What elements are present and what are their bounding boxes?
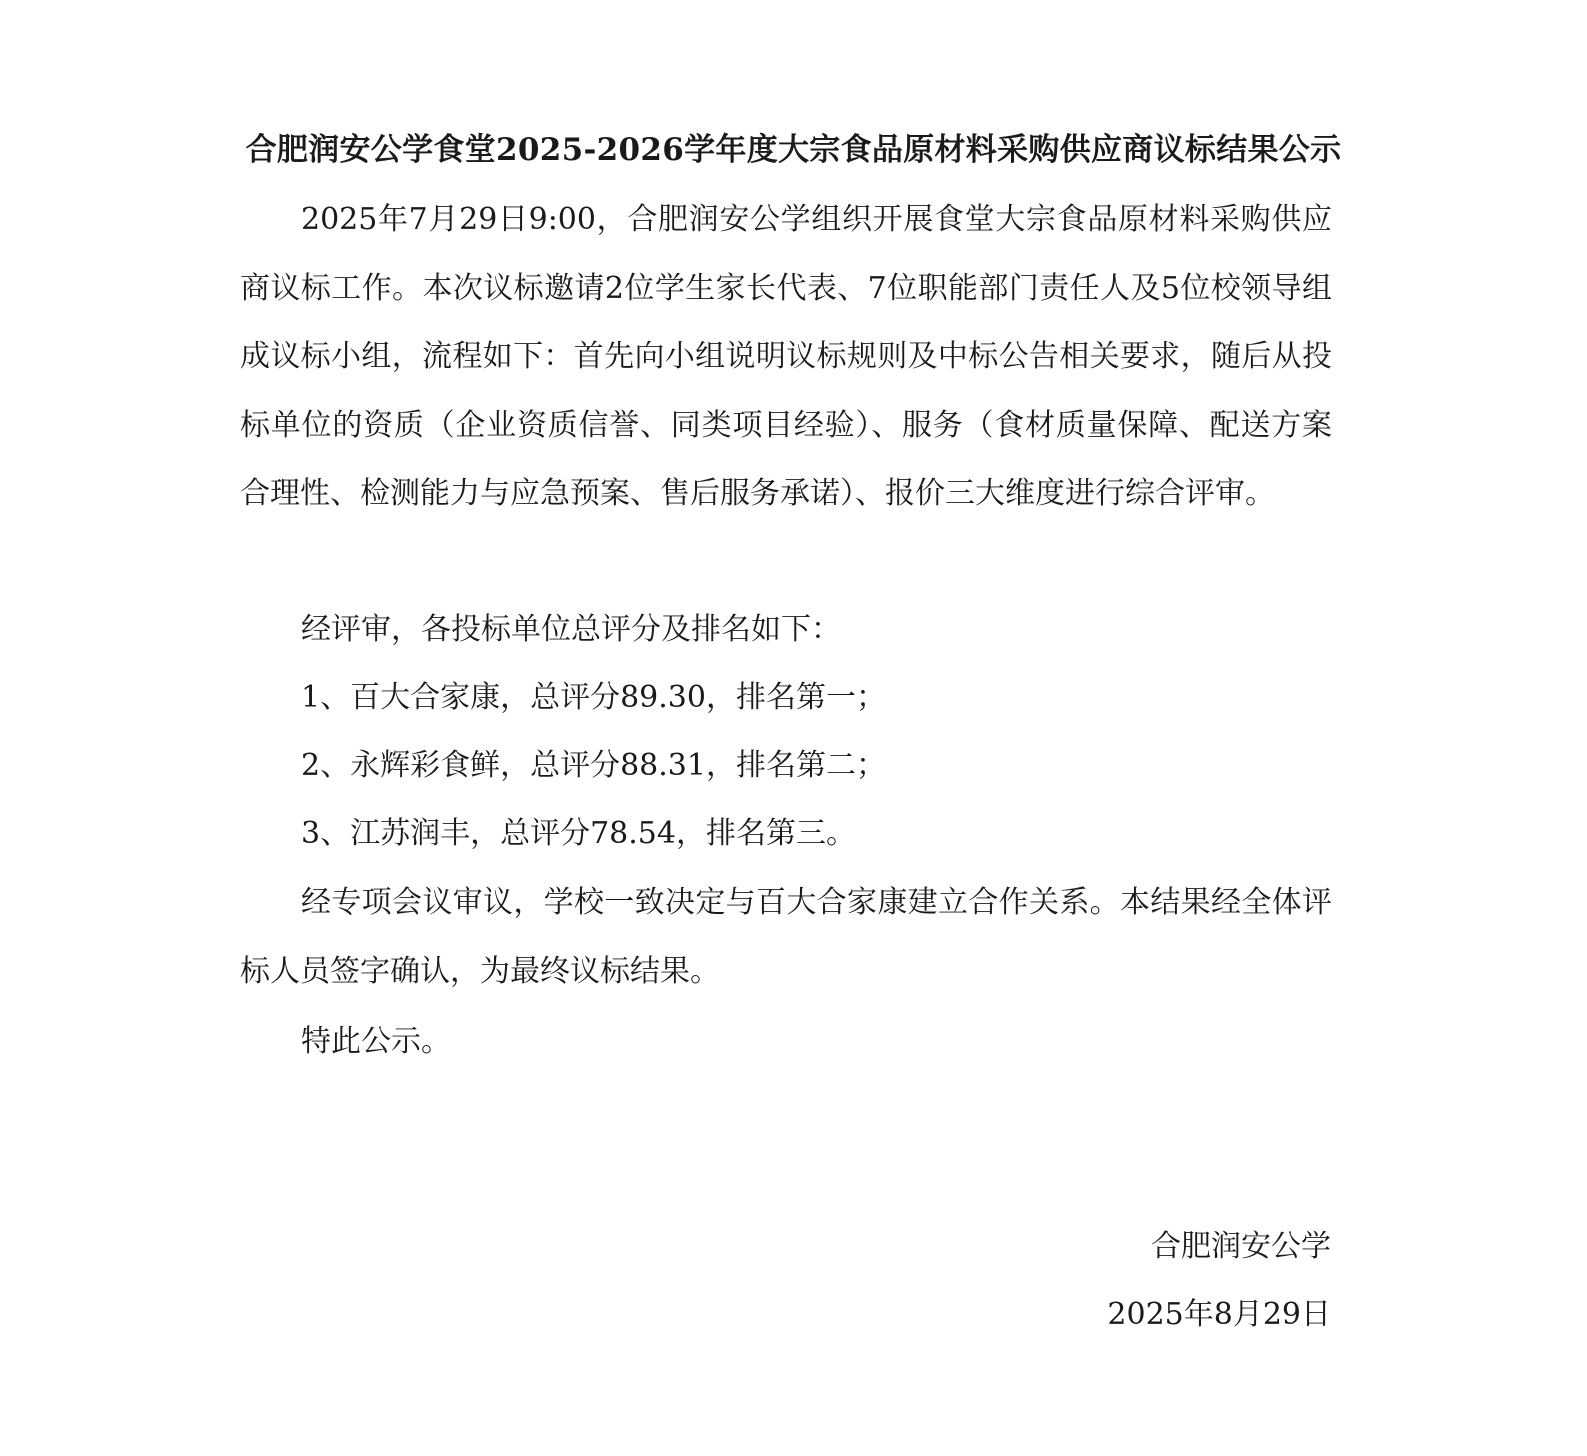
signature-organization: 合肥润安公学 <box>1151 1229 1331 1264</box>
document-title: 合肥润安公学食堂2025-2026学年度大宗食品原材料采购供应商议标结果公示 <box>245 132 1342 168</box>
results-intro-paragraph: 经评审，各投标单位总评分及排名如下： <box>301 612 841 647</box>
intro-paragraph: 2025年7月29日9:00，合肥润安公学组织开展食堂大宗食品原材料采购供应商议标工作。本次议标邀请2位学生家长代表、7位职能部门责任人及5位校领导组成议标小组，流程如下：首先向小组说明议标规则及中标公告相关要求，随后从投标单位的资质（企业资质信誉、同类项目经验）、服务（食材质量保障、配送方案合理性、检测能力与应急预案、售后服务承诺）、报价三大维度进行综合评审。 <box>240 202 1332 511</box>
result-item-1: 1、百大合家康，总评分89.30，排名第一； <box>301 680 886 715</box>
result-item-2: 2、永辉彩食鲜，总评分88.31，排名第二； <box>301 748 886 783</box>
result-item-3: 3、江苏润丰，总评分78.54，排名第三。 <box>301 816 856 851</box>
closing-paragraph: 特此公示。 <box>301 1024 451 1059</box>
decision-paragraph: 经专项会议审议，学校一致决定与百大合家康建立合作关系。本结果经全体评标人员签字确认，为最终议标结果。 <box>240 885 1332 989</box>
signature-date: 2025年8月29日 <box>1107 1297 1331 1332</box>
